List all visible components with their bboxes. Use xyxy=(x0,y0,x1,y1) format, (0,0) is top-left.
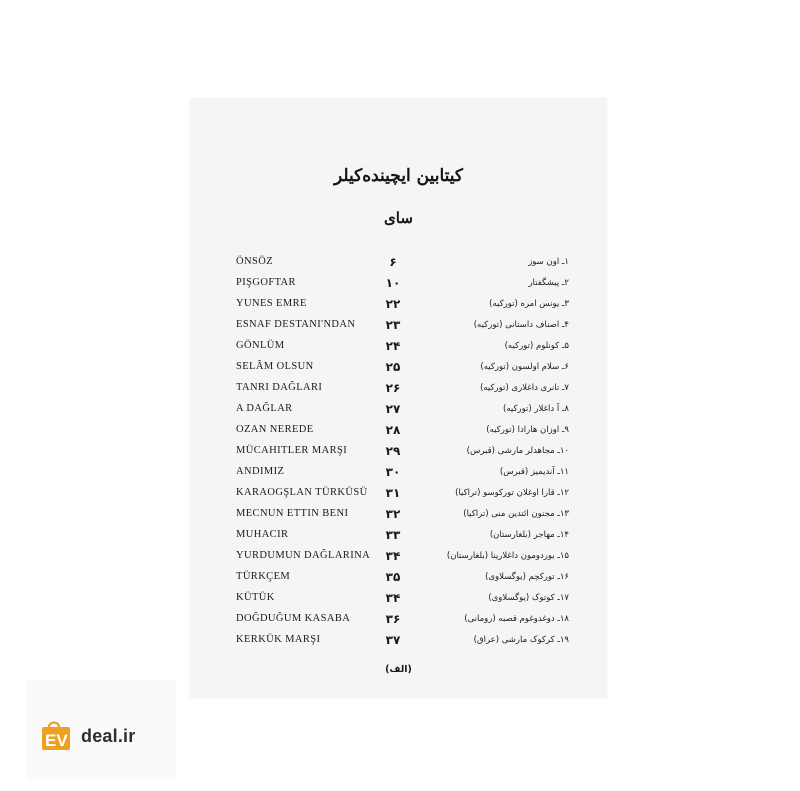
evdeal-logo xyxy=(36,718,176,752)
toc-page-number: ۳۴ xyxy=(385,549,401,563)
toc-row xyxy=(190,634,607,654)
toc-latin-title: YUNES EMRE xyxy=(236,298,307,309)
toc-latin-title: TANRI DAĞLARI xyxy=(236,382,323,393)
toc-latin-title: MÜCAHITLER MARŞI xyxy=(236,445,348,456)
toc-page-number: ۳۷ xyxy=(385,633,401,647)
toc-persian-title: ۱۱ـ آندیمیز (قبرس) xyxy=(499,467,569,477)
toc-page-number: ۳۲ xyxy=(385,507,401,521)
toc-row xyxy=(190,529,607,549)
toc-page-number: ۲۹ xyxy=(385,444,401,458)
toc-persian-title: ۲ـ پیشگفتار xyxy=(528,278,569,288)
page-number-footer: (الف) xyxy=(385,664,412,675)
book-page xyxy=(190,98,607,698)
toc-latin-title: MECNUN ETTIN BENI xyxy=(236,508,349,519)
toc-page-number: ۲۵ xyxy=(385,360,401,374)
toc-persian-title: ۱۲ـ قارا اوغلان تورکوسو (تراکیا) xyxy=(455,488,569,498)
toc-latin-title: ANDIMIZ xyxy=(236,466,285,477)
toc-persian-title: ۱۶ـ تورکچم (یوگسلاوی) xyxy=(485,572,569,582)
toc-latin-title: PIŞGOFTAR xyxy=(236,277,296,288)
page-title: کیتابین ایچینده‌کیلر xyxy=(333,166,463,186)
toc-row xyxy=(190,550,607,570)
toc-row xyxy=(190,508,607,528)
toc-latin-title: KERKÜK MARŞI xyxy=(236,634,321,645)
toc-persian-title: ۱۳ـ مجنون ائتدین منی (تراکیا) xyxy=(463,509,569,519)
logo-text: deal.ir xyxy=(81,726,136,746)
toc-persian-title: ۱۴ـ مهاجر (بلغارستان) xyxy=(489,530,569,540)
toc-row xyxy=(190,361,607,381)
svg-text:EV: EV xyxy=(45,731,68,750)
toc-persian-title: ۱۵ـ یوردومون داغلارینا (بلغارستان) xyxy=(446,551,569,561)
toc-persian-title: ۱۹ـ کرکوک مارشی (عراق) xyxy=(473,635,569,645)
toc-row xyxy=(190,298,607,318)
shopping-bag-icon xyxy=(36,718,80,756)
toc-page-number: ۲۴ xyxy=(385,339,401,353)
toc-latin-title: SELÂM OLSUN xyxy=(236,361,314,372)
toc-latin-title: ESNAF DESTANI'NDAN xyxy=(236,319,356,330)
toc-persian-title: ۳ـ یونس امره (تورکیه) xyxy=(489,299,569,309)
toc-persian-title: ۱۷ـ کوتوک (یوگسلاوی) xyxy=(488,593,569,603)
toc-latin-title: A DAĞLAR xyxy=(236,403,293,414)
toc-row xyxy=(190,403,607,423)
toc-page-number: ۳۶ xyxy=(385,612,401,626)
toc-page-number: ۳۵ xyxy=(385,570,401,584)
toc-row xyxy=(190,277,607,297)
toc-page-number: ۳۱ xyxy=(385,486,401,500)
toc-page-number: ۳۴ xyxy=(385,591,401,605)
toc-row xyxy=(190,487,607,507)
toc-persian-title: ۱ـ اون سوز xyxy=(528,257,569,267)
toc-page-number: ۶ xyxy=(389,255,397,269)
table-of-contents xyxy=(190,98,607,698)
toc-row xyxy=(190,445,607,465)
toc-row xyxy=(190,256,607,276)
toc-page-number: ۳۰ xyxy=(385,465,401,479)
toc-latin-title: TÜRKÇEM xyxy=(236,571,291,582)
toc-row xyxy=(190,592,607,612)
toc-row xyxy=(190,466,607,486)
toc-persian-title: ۱۸ـ دوغدوغوم قصبه (رومانی) xyxy=(464,614,569,624)
watermark-area xyxy=(26,680,176,780)
toc-row xyxy=(190,571,607,591)
toc-page-number: ۳۳ xyxy=(385,528,401,542)
toc-page-number: ۲۷ xyxy=(385,402,401,416)
toc-page-number: ۲۳ xyxy=(385,318,401,332)
toc-latin-title: MUHACIR xyxy=(236,529,289,540)
toc-row xyxy=(190,424,607,444)
toc-latin-title: DOĞDUĞUM KASABA xyxy=(236,613,351,624)
toc-latin-title: OZAN NEREDE xyxy=(236,424,314,435)
toc-row xyxy=(190,319,607,339)
toc-latin-title: ÖNSÖZ xyxy=(236,256,274,267)
toc-latin-title: YURDUMUN DAĞLARINA xyxy=(236,550,371,561)
toc-persian-title: ۱۰ـ مجاهدلر مارشی (قبرس) xyxy=(466,446,569,456)
toc-page-number: ۲۸ xyxy=(385,423,401,437)
toc-row xyxy=(190,340,607,360)
toc-row xyxy=(190,382,607,402)
toc-page-number: ۲۶ xyxy=(385,381,401,395)
toc-row xyxy=(190,613,607,633)
toc-latin-title: KÜTÜK xyxy=(236,592,275,603)
toc-persian-title: ۸ـ آ داغلار (تورکیه) xyxy=(503,404,569,414)
toc-page-number: ۱۰ xyxy=(385,276,401,290)
toc-latin-title: KARAOGŞLAN TÜRKÜSÜ xyxy=(236,487,368,498)
toc-persian-title: ۹ـ اوزان هارادا (تورکیه) xyxy=(486,425,569,435)
toc-persian-title: ۷ـ تانری داغلاری (تورکیه) xyxy=(480,383,569,393)
page-subtitle: سای xyxy=(384,209,413,227)
toc-latin-title: GÖNLÜM xyxy=(236,340,285,351)
toc-persian-title: ۵ـ کونلوم (تورکیه) xyxy=(504,341,569,351)
toc-persian-title: ۴ـ اصناف داستانی (تورکیه) xyxy=(473,320,569,330)
toc-persian-title: ۶ـ سلام اولسون (تورکیه) xyxy=(480,362,569,372)
toc-page-number: ۲۲ xyxy=(385,297,401,311)
